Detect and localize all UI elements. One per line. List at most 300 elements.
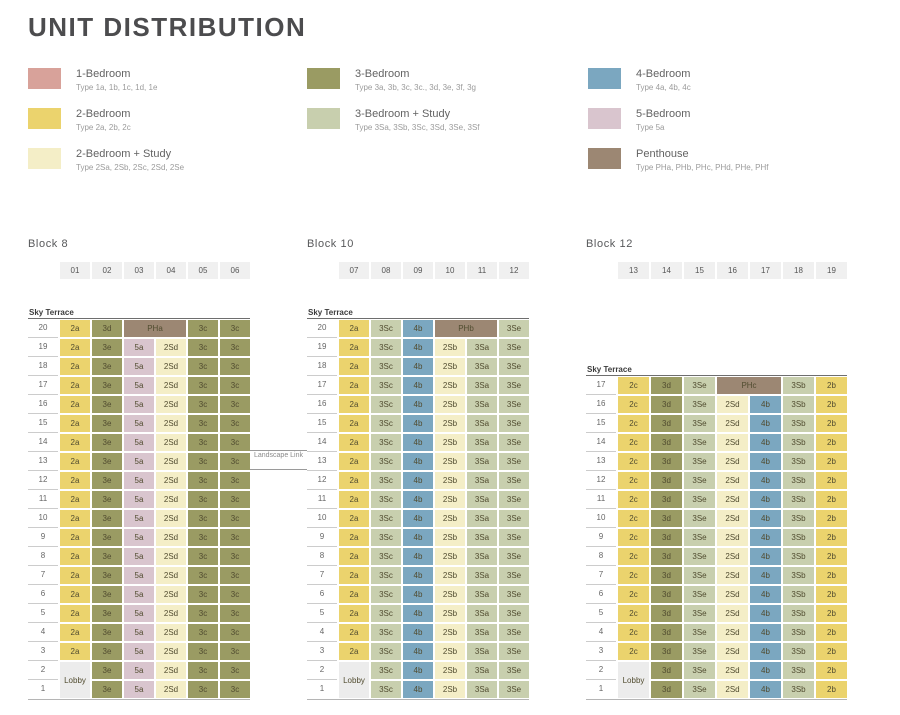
unit-cell: 3d (651, 472, 682, 489)
unit-cell: 3Sa (467, 377, 497, 394)
unit-cell: 2Sb (435, 662, 465, 679)
unit-cell: 3c (188, 605, 218, 622)
unit-cell: 4b (750, 567, 781, 584)
unit-cell: 5a (124, 586, 154, 603)
unit-cell: 3e (92, 681, 122, 698)
unit-cell: 3Se (684, 643, 715, 660)
page-title: UNIT DISTRIBUTION (28, 12, 307, 42)
unit-cell: 3d (651, 396, 682, 413)
floor-label: 18 (28, 357, 58, 376)
unit-cell: 3Sb (783, 681, 814, 698)
unit-cell: 3e (92, 662, 122, 679)
floor-label: 13 (307, 452, 337, 471)
legend-text (636, 108, 690, 132)
unit-cell: 3c (188, 434, 218, 451)
unit-cell: 2Sd (717, 491, 748, 508)
unit-cell: 2Sb (435, 681, 465, 698)
unit-cell: 2a (339, 453, 369, 470)
unit-cell: 3d (651, 624, 682, 641)
floor-label: 6 (307, 585, 337, 604)
unit-cell: 2Sd (156, 434, 186, 451)
unit-cell: 3Sc (371, 662, 401, 679)
unit-cell: 3Se (684, 453, 715, 470)
floor-label: 4 (307, 623, 337, 642)
unit-cell: 3Sc (371, 643, 401, 660)
floor-label: 4 (28, 623, 58, 642)
unit-cell: 3c (220, 662, 250, 679)
unit-cell: 3c (188, 529, 218, 546)
unit-cell: 3c (188, 586, 218, 603)
legend-column (307, 68, 480, 148)
unit-number-header: 18 (783, 262, 814, 279)
unit-cell: 2a (60, 529, 90, 546)
unit-cell: 3c (220, 472, 250, 489)
unit-cell: 2Sd (156, 377, 186, 394)
unit-number-header: 12 (499, 262, 529, 279)
unit-cell: 5a (124, 643, 154, 660)
unit-cell: 3d (651, 605, 682, 622)
unit-number-header: 01 (60, 262, 90, 279)
unit-cell: 3Se (499, 529, 529, 546)
unit-cell: 2a (60, 472, 90, 489)
legend-text (636, 68, 691, 92)
unit-number-header: 10 (435, 262, 465, 279)
floor-label: 3 (307, 642, 337, 661)
unit-cell: 4b (403, 491, 433, 508)
unit-cell: 4b (403, 377, 433, 394)
block-12-section (586, 238, 847, 694)
unit-cell: 2Sd (156, 567, 186, 584)
unit-cell: 3c (220, 548, 250, 565)
unit-cell: 3Se (499, 434, 529, 451)
legend-types: Type 2a, 2b, 2c (76, 123, 131, 132)
floor-label: 8 (28, 547, 58, 566)
legend-item (28, 108, 184, 133)
unit-cell: 5a (124, 434, 154, 451)
unit-cell: 3c (188, 510, 218, 527)
unit-cell: 2c (618, 415, 649, 432)
unit-cell: 3c (220, 643, 250, 660)
unit-cell: 3c (188, 681, 218, 698)
unit-cell: 3Se (684, 434, 715, 451)
legend-swatch (588, 108, 621, 129)
unit-cell: 2a (339, 396, 369, 413)
unit-cell: 2a (60, 643, 90, 660)
unit-cell: 3c (220, 453, 250, 470)
unit-cell: 3c (188, 358, 218, 375)
legend-swatch (307, 108, 340, 129)
legend-name: 3-Bedroom + Study (355, 108, 451, 120)
unit-cell: 3Se (684, 415, 715, 432)
unit-cell: 3e (92, 510, 122, 527)
unit-cell: 2a (339, 643, 369, 660)
unit-cell: 2Sb (435, 491, 465, 508)
unit-cell: 5a (124, 548, 154, 565)
floor-label: 17 (307, 376, 337, 395)
unit-number-header: 04 (156, 262, 186, 279)
unit-cell: 3Sb (783, 415, 814, 432)
unit-cell: 3Se (684, 491, 715, 508)
unit-cell: 3Sc (371, 586, 401, 603)
unit-cell: 3Sc (371, 491, 401, 508)
unit-cell: 3Se (499, 377, 529, 394)
unit-cell: 4b (750, 491, 781, 508)
unit-cell: 4b (403, 662, 433, 679)
unit-cell: 2a (339, 434, 369, 451)
floor-label: 16 (586, 395, 616, 414)
unit-cell: 2c (618, 643, 649, 660)
floor-label: 3 (28, 642, 58, 661)
unit-cell: 2c (618, 434, 649, 451)
unit-cell: 3Se (684, 624, 715, 641)
unit-cell: 2Sd (156, 605, 186, 622)
unit-cell: 3d (651, 567, 682, 584)
unit-cell: 2a (339, 358, 369, 375)
unit-cell: 2b (816, 567, 847, 584)
unit-cell: 4b (403, 605, 433, 622)
unit-number-header: 13 (618, 262, 649, 279)
unit-cell: 3Sb (783, 662, 814, 679)
legend-types: Type 1a, 1b, 1c, 1d, 1e (76, 83, 158, 92)
unit-cell: 4b (403, 643, 433, 660)
unit-cell: 2Sd (717, 396, 748, 413)
unit-cell: 3e (92, 396, 122, 413)
unit-cell: 3d (651, 662, 682, 679)
unit-cell: 3Sa (467, 415, 497, 432)
unit-cell: 2a (60, 567, 90, 584)
unit-number-header: 11 (467, 262, 497, 279)
unit-cell: 3e (92, 358, 122, 375)
floor-label: 12 (28, 471, 58, 490)
unit-cell: 2b (816, 605, 847, 622)
unit-cell: 3Sa (467, 529, 497, 546)
unit-cell: 3d (651, 377, 682, 394)
unit-cell: 3Se (684, 510, 715, 527)
unit-cell: 3c (220, 681, 250, 698)
unit-cell: 2c (618, 567, 649, 584)
unit-cell: 3Sb (783, 586, 814, 603)
unit-cell: 3e (92, 491, 122, 508)
unit-cell: 3Sa (467, 548, 497, 565)
unit-cell: 3Sa (467, 358, 497, 375)
floor-label: 10 (28, 509, 58, 528)
legend-swatch (28, 108, 61, 129)
penthouse-cell: PHb (435, 320, 497, 337)
floor-label: 6 (586, 585, 616, 604)
unit-cell: 3Se (499, 643, 529, 660)
unit-cell: 2Sd (717, 586, 748, 603)
legend-item (588, 148, 769, 173)
unit-cell: 3c (188, 320, 218, 337)
legend-item (307, 108, 480, 133)
unit-cell: 2a (339, 377, 369, 394)
floor-label: 14 (307, 433, 337, 452)
unit-cell: 3Se (684, 605, 715, 622)
unit-cell: 4b (403, 472, 433, 489)
block-title: Block 12 (586, 238, 633, 250)
unit-number-header: 08 (371, 262, 401, 279)
unit-cell: 3Sa (467, 567, 497, 584)
unit-cell: 3Se (684, 377, 715, 394)
unit-cell: 2Sb (435, 624, 465, 641)
unit-cell: 3Sc (371, 529, 401, 546)
legend-name: Penthouse (636, 148, 689, 160)
unit-cell: 2Sb (435, 396, 465, 413)
unit-cell: 2Sd (717, 605, 748, 622)
unit-cell: 4b (750, 396, 781, 413)
unit-cell: 3c (220, 529, 250, 546)
floor-label: 16 (307, 395, 337, 414)
floor-label: 7 (586, 566, 616, 585)
unit-cell: 3Se (684, 662, 715, 679)
unit-cell: 3c (220, 339, 250, 356)
floor-label: 16 (28, 395, 58, 414)
unit-cell: 3e (92, 472, 122, 489)
unit-cell: 2Sd (156, 624, 186, 641)
unit-cell: 4b (750, 434, 781, 451)
unit-cell: 2b (816, 491, 847, 508)
unit-cell: 5a (124, 377, 154, 394)
legend-column (28, 68, 184, 188)
unit-cell: 2a (60, 320, 90, 337)
unit-cell: 2a (60, 510, 90, 527)
unit-cell: 3Se (499, 472, 529, 489)
unit-cell: 3c (188, 491, 218, 508)
unit-cell: 2c (618, 548, 649, 565)
floor-label: 6 (28, 585, 58, 604)
unit-cell: 3Sc (371, 510, 401, 527)
unit-cell: 3Se (684, 567, 715, 584)
unit-cell: 2a (339, 415, 369, 432)
floor-label: 18 (307, 357, 337, 376)
unit-cell: 3Sc (371, 453, 401, 470)
unit-cell: 3Se (499, 586, 529, 603)
unit-cell: 4b (403, 453, 433, 470)
unit-cell: 2c (618, 453, 649, 470)
unit-cell: 3Se (499, 491, 529, 508)
unit-cell: 2a (60, 453, 90, 470)
unit-cell: 5a (124, 358, 154, 375)
unit-cell: 3d (651, 586, 682, 603)
floor-label: 2 (28, 661, 58, 680)
unit-cell: 2a (339, 510, 369, 527)
floor-label: 19 (307, 338, 337, 357)
unit-cell: 3e (92, 434, 122, 451)
unit-cell: 3c (188, 415, 218, 432)
unit-cell: 2Sd (156, 339, 186, 356)
unit-cell: 2c (618, 624, 649, 641)
unit-cell: 3d (651, 529, 682, 546)
floor-label: 8 (586, 547, 616, 566)
sky-terrace-label: Sky Terrace (29, 308, 74, 317)
unit-cell: 3c (220, 605, 250, 622)
unit-cell: 2a (339, 605, 369, 622)
unit-cell: 2a (60, 491, 90, 508)
unit-cell: 2Sb (435, 567, 465, 584)
unit-cell: 3c (220, 624, 250, 641)
unit-cell: 2Sd (156, 662, 186, 679)
unit-cell: 4b (403, 510, 433, 527)
unit-cell: 5a (124, 396, 154, 413)
unit-cell: 2Sd (717, 681, 748, 698)
unit-cell: 3c (220, 377, 250, 394)
unit-cell: 4b (750, 548, 781, 565)
floor-label: 11 (586, 490, 616, 509)
legend-name: 5-Bedroom (636, 108, 691, 120)
unit-cell: 2b (816, 472, 847, 489)
floor-grid (28, 308, 250, 700)
unit-cell: 4b (750, 586, 781, 603)
unit-cell: 2Sd (156, 681, 186, 698)
unit-cell: 2b (816, 548, 847, 565)
unit-cell: 3Sc (371, 567, 401, 584)
unit-cell: 3Sb (783, 567, 814, 584)
floor-grid (586, 365, 847, 700)
floor-label: 11 (307, 490, 337, 509)
unit-number-header: 03 (124, 262, 154, 279)
unit-cell: 3e (92, 567, 122, 584)
unit-cell: 3Sb (783, 396, 814, 413)
unit-number-header: 19 (816, 262, 847, 279)
unit-cell: 2Sd (156, 396, 186, 413)
floor-label: 3 (586, 642, 616, 661)
unit-cell: 2b (816, 586, 847, 603)
unit-cell: 4b (403, 681, 433, 698)
sky-terrace-label: Sky Terrace (587, 365, 632, 374)
unit-cell: 3Sb (783, 548, 814, 565)
unit-cell: 3e (92, 339, 122, 356)
unit-cell: 3Sc (371, 377, 401, 394)
lobby-cell: Lobby (618, 662, 649, 698)
sky-terrace-label: Sky Terrace (308, 308, 353, 317)
block-10-section (307, 238, 529, 694)
unit-cell: 4b (403, 624, 433, 641)
unit-cell: 3Sb (783, 529, 814, 546)
unit-cell: 3Se (499, 415, 529, 432)
unit-cell: 3Sc (371, 681, 401, 698)
unit-cell: 3Se (499, 681, 529, 698)
legend-item (307, 68, 480, 93)
unit-cell: 2Sb (435, 586, 465, 603)
floor-label: 5 (307, 604, 337, 623)
unit-cell: 3d (651, 681, 682, 698)
unit-cell: 3Sb (783, 472, 814, 489)
unit-cell: 4b (403, 396, 433, 413)
unit-cell: 5a (124, 339, 154, 356)
unit-cell: 4b (403, 358, 433, 375)
unit-cell: 4b (403, 339, 433, 356)
unit-cell: 2Sb (435, 415, 465, 432)
unit-cell: 3c (188, 472, 218, 489)
unit-cell: 2a (339, 320, 369, 337)
unit-cell: 2Sd (156, 510, 186, 527)
unit-cell: 3c (220, 396, 250, 413)
floor-label: 17 (28, 376, 58, 395)
block-8-section (28, 238, 250, 694)
unit-cell: 3Sb (783, 491, 814, 508)
legend-swatch (28, 68, 61, 89)
unit-cell: 2a (60, 415, 90, 432)
floor-label: 1 (40, 684, 46, 693)
floor-label: 14 (586, 433, 616, 452)
unit-cell: 3Sc (371, 548, 401, 565)
unit-cell: 2Sd (156, 643, 186, 660)
unit-cell: 3Sc (371, 415, 401, 432)
unit-cell: 2a (60, 339, 90, 356)
unit-cell: 2a (339, 586, 369, 603)
unit-cell: 2b (816, 681, 847, 698)
legend-types: Type 3a, 3b, 3c, 3c., 3d, 3e, 3f, 3g (355, 83, 476, 92)
floor-label: 10 (586, 509, 616, 528)
unit-cell: 3Sc (371, 339, 401, 356)
unit-cell: 3c (220, 415, 250, 432)
unit-cell: 3c (188, 396, 218, 413)
block-title: Block 8 (28, 238, 69, 250)
unit-number-header: 16 (717, 262, 748, 279)
unit-cell: 2c (618, 472, 649, 489)
unit-cell: 3Sa (467, 681, 497, 698)
unit-cell: 4b (403, 415, 433, 432)
unit-cell: 3Sa (467, 491, 497, 508)
legend-types: Type 2Sa, 2Sb, 2Sc, 2Sd, 2Se (76, 163, 185, 172)
floor-label: 19 (28, 338, 58, 357)
unit-cell: 3e (92, 548, 122, 565)
unit-cell: 2a (60, 396, 90, 413)
unit-cell: 3Sa (467, 339, 497, 356)
unit-cell: 3Sc (371, 605, 401, 622)
legend-item (588, 108, 769, 133)
unit-cell: 3Se (499, 567, 529, 584)
unit-cell: 3c (220, 567, 250, 584)
legend-name: 1-Bedroom (76, 68, 131, 80)
unit-cell: 2c (618, 510, 649, 527)
floor-label: 7 (28, 566, 58, 585)
unit-cell: 2Sd (717, 415, 748, 432)
unit-cell: 2c (618, 529, 649, 546)
unit-cell: 2b (816, 377, 847, 394)
unit-cell: 5a (124, 529, 154, 546)
floor-label: 15 (307, 414, 337, 433)
unit-cell: 2Sd (717, 453, 748, 470)
unit-cell: 3c (188, 624, 218, 641)
floor-label: 12 (586, 471, 616, 490)
unit-cell: 2Sb (435, 453, 465, 470)
unit-cell: 3Sb (783, 643, 814, 660)
unit-number-header: 15 (684, 262, 715, 279)
unit-number-header: 02 (92, 262, 122, 279)
unit-cell: 2c (618, 396, 649, 413)
unit-cell: 3Sb (783, 624, 814, 641)
unit-cell: 5a (124, 567, 154, 584)
unit-cell: 3d (651, 491, 682, 508)
unit-cell: 3Sa (467, 605, 497, 622)
unit-headers-row (60, 262, 250, 279)
unit-cell: 3Se (684, 529, 715, 546)
unit-cell: 2Sb (435, 529, 465, 546)
unit-cell: 2a (339, 548, 369, 565)
legend-text (76, 108, 131, 132)
landscape-link-label: Landscape Link (250, 450, 307, 470)
legend-name: 2-Bedroom (76, 108, 131, 120)
legend-name: 4-Bedroom (636, 68, 691, 80)
unit-number-header: 05 (188, 262, 218, 279)
unit-cell: 3Sa (467, 510, 497, 527)
unit-cell: 3c (188, 662, 218, 679)
unit-cell: 2Sd (717, 567, 748, 584)
legend-swatch (28, 148, 61, 169)
legend-swatch (588, 68, 621, 89)
unit-cell: 2Sd (717, 434, 748, 451)
